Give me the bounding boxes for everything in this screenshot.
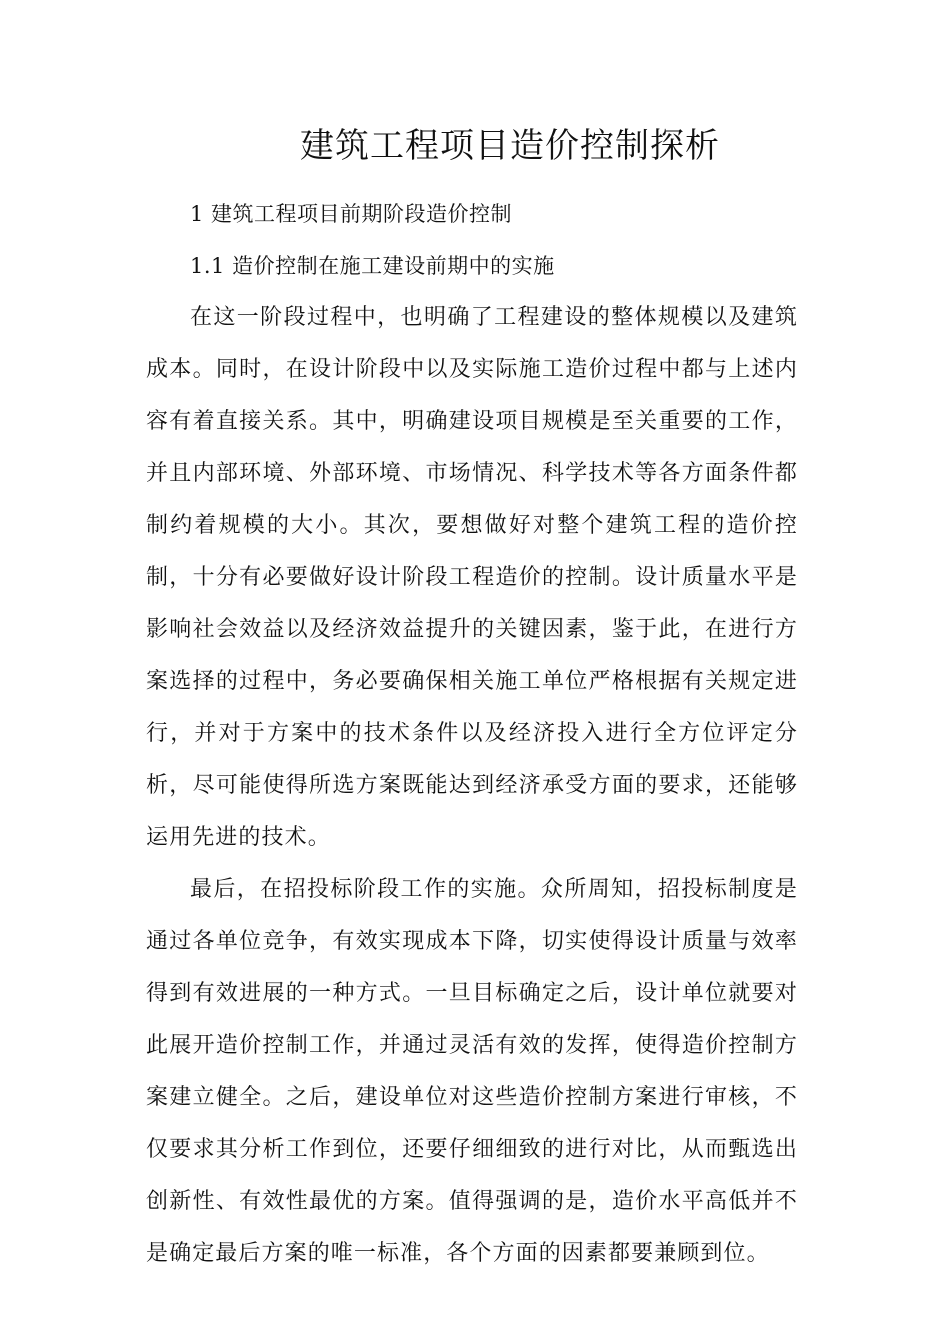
document-body: [146, 188, 798, 1280]
section-heading: 1 建筑工程项目前期阶段造价控制: [190, 202, 513, 226]
document-title: 建筑工程项目造价控制探析: [300, 126, 720, 166]
body-paragraph: 在这一阶段过程中，也明确了工程建设的整体规模以及建筑成本。同时，在设计阶段中以及实际施工造价过程中都与上述内容有着直接关系。其中，明确建设项目规模是至关重要的工作，并且内部环境、外部环境、市场情况、科学技术等各方面条件都制约着规模的大小。其次，要想做好对整个建筑工程的造价控制，十分有必要做好设计阶段工程造价的控制。设计质量水平是影响社会效益以及经济效益提升的关键因素，鉴于此，在进行方案选择的过程中，务必要确保相关施工单位严格根据有关规定进行，并对于方案中的技术条件以及经济投入进行全方位评定分析，尽可能使得所选方案既能达到经济承受方面的要求，还能够运用先进的技术。: [146, 305, 798, 850]
subsection-heading: 1.1 造价控制在施工建设前期中的实施: [190, 254, 555, 278]
body-paragraph: 最后，在招投标阶段工作的实施。众所周知，招投标制度是通过各单位竞争，有效实现成本下降，切实使得设计质量与效率得到有效进展的一种方式。一旦目标确定之后，设计单位就要对此展开造价控制工作，并通过灵活有效的发挥，使得造价控制方案建立健全。之后，建设单位对这些造价控制方案进行审核，不仅要求其分析工作到位，还要仔细细致的进行对比，从而甄选出创新性、有效性最优的方案。值得强调的是，造价水平高低并不是确定最后方案的唯一标准，各个方面的因素都要兼顾到位。: [146, 877, 798, 1266]
